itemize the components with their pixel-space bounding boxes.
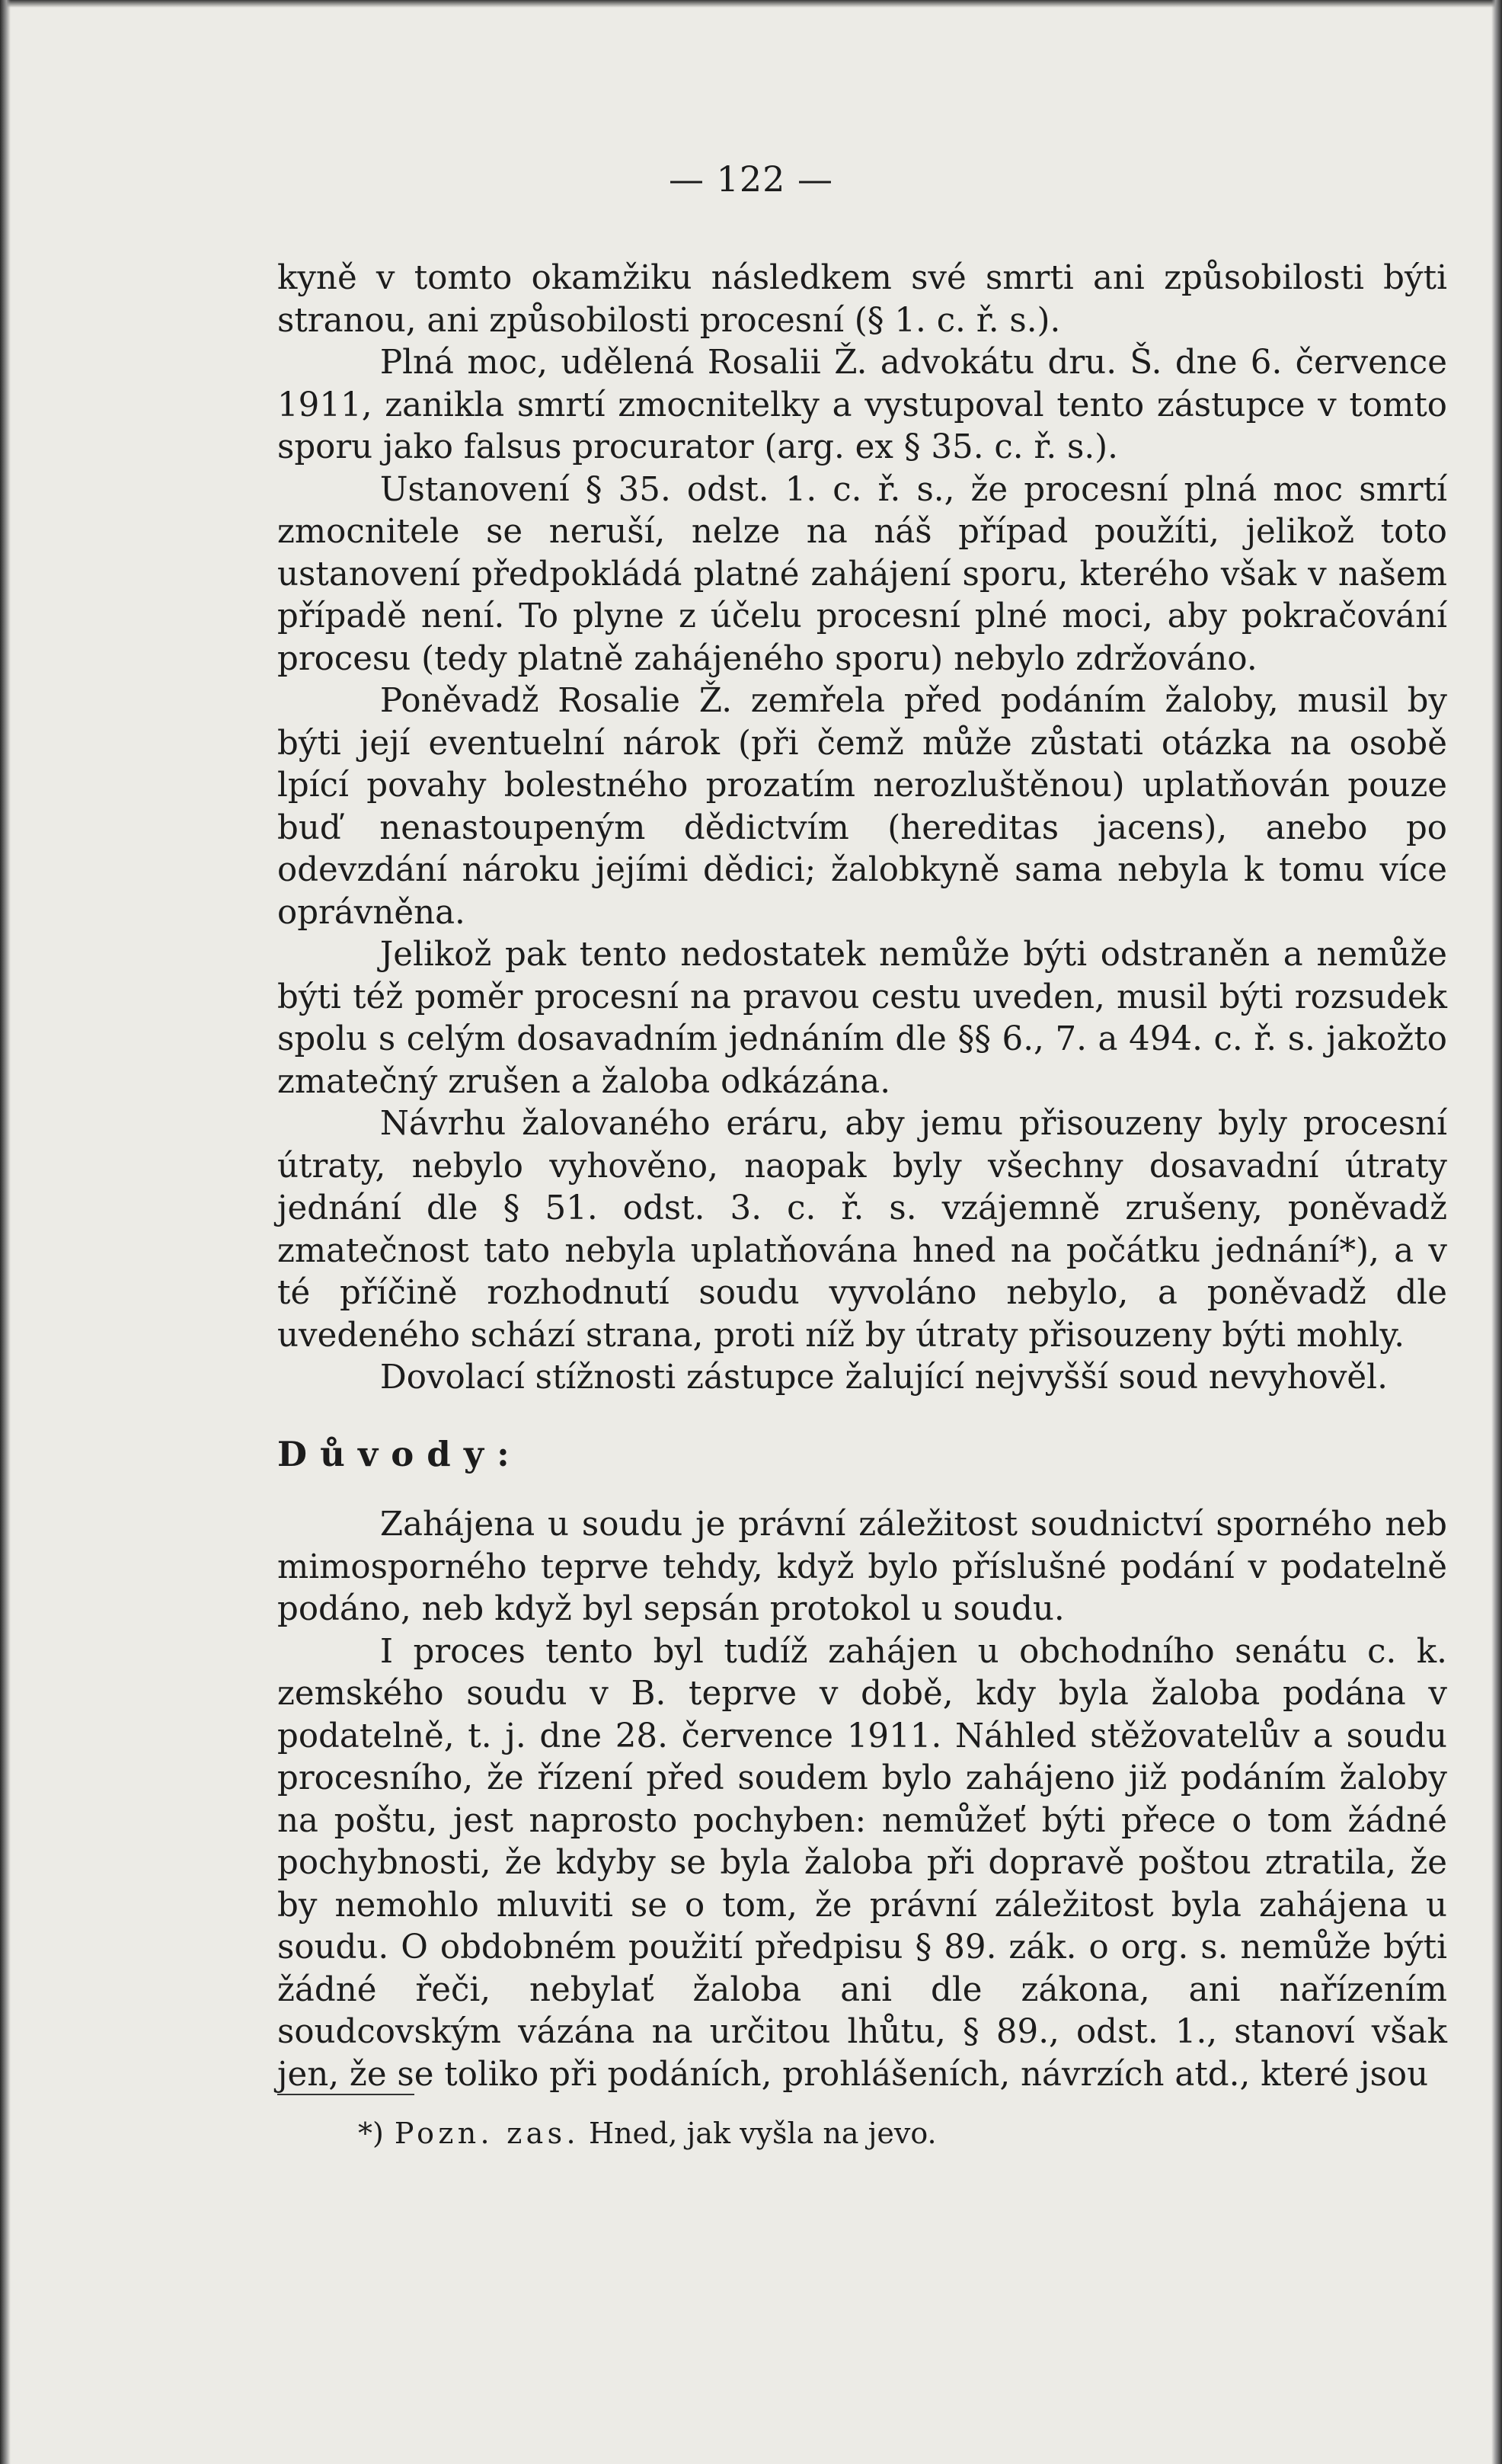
page-number: — 122 —: [668, 158, 834, 200]
footnote-text: Hned, jak vyšla na jevo.: [588, 2117, 937, 2150]
scan-edge-top: [0, 0, 1502, 8]
paragraph: Jelikož pak tento nedostatek nemůže býti odstraněn a nemůže býti též poměr procesní na pravou cestu uveden, musil býti rozsudek spolu s celým dosavadním jednáním dle §§ 6., 7. a 494. c. ř. s. jakožto zmatečný zrušen a žaloba odkázána.: [277, 936, 1447, 1101]
footnote-mark: *): [358, 2117, 384, 2150]
paragraph: Plná moc, udělená Rosalii Ž. advokátu dru. Š. dne 6. července 1911, zanikla smrtí zmocnitelky a vystupoval tento zástupce v tomto sporu jako falsus procurator (arg. ex § 35. c. ř. s.).: [277, 344, 1447, 466]
footnote: [358, 2115, 937, 2152]
paragraph: Zahájena u soudu je právní záležitost soudnictví sporného neb mimosporného teprve tehdy, když bylo příslušné podání v podatelně podáno, neb když byl sepsán protokol u soudu.: [277, 1506, 1447, 1628]
paragraph: I proces tento byl tudíž zahájen u obchodního senátu c. k. zemského soudu v B. teprve v době, kdy byla žaloba podána v podatelně, t. j. dne 28. července 1911. Náhled stěžovatelův a soudu procesního, že řízení před soudem bylo zahájeno již podáním žaloby na poštu, jest naprosto pochyben: nemůžeť býti přece o tom žádné pochybnosti, že kdyby se byla žaloba při dopravě poštou ztratila, že by nemohlo mluviti se o tom, že právní záležitost byla zahájena u soudu. O obdobném použití předpisu § 89. zák. o org. s. nemůže býti žádné řeči, nebylať žaloba ani dle zákona, ani nařízením soudcovským vázána na určitou lhůtu, § 89., odst. 1., stanoví však jen, že se toliko při podáních, prohlášeních, návrzích atd., které jsou: [277, 1632, 1447, 2094]
paragraph: Dovolací stížnosti zástupce žalující nejvyšší soud nevyhověl.: [379, 1358, 1388, 1397]
scan-edge-left: [0, 0, 11, 2464]
body-text: [277, 258, 1447, 2096]
footnote-divider: [277, 2094, 414, 2095]
section-heading: Důvody:: [277, 1433, 523, 1474]
paragraph: kyně v tomto okamžiku následkem své smrti ani způsobilosti býti stranou, ani způsobilosti procesní (§ 1. c. ř. s.).: [277, 259, 1447, 340]
footnote-label: Pozn. zas.: [394, 2117, 580, 2150]
scan-edge-right: [1491, 0, 1502, 2464]
paragraph: Návrhu žalovaného eráru, aby jemu přisouzeny byly procesní útraty, nebylo vyhověno, naopak byly všechny dosavadní útraty jednání dle § 51. odst. 3. c. ř. s. vzájemně zrušeny, poněvadž zmatečnost tato nebyla uplatňována hned na počátku jednání*), a v té příčině rozhodnutí soudu vyvoláno nebylo, a poněvadž dle uvedeného schází strana, proti níž by útraty přisouzeny býti mohly.: [277, 1105, 1447, 1355]
paragraph: Ustanovení § 35. odst. 1. c. ř. s., že procesní plná moc smrtí zmocnitele se neruší, nelze na náš případ použíti, jelikož toto ustanovení předpokládá platné zahájení sporu, kterého však v našem případě není. To plyne z účelu procesní plné moci, aby pokračování procesu (tedy platně zahájeného sporu) nebylo zdržováno.: [277, 470, 1447, 678]
paragraph: Poněvadž Rosalie Ž. zemřela před podáním žaloby, musil by býti její eventuelní nárok (při čemž může zůstati otázka na osobě lpící povahy bolestného prozatím nerozluštěnou) uplatňován pouze buď nenastoupeným dědictvím (hereditas jacens), anebo po odevzdání nároku jejími dědici; žalobkyně sama nebyla k tomu více oprávněna.: [277, 682, 1447, 932]
